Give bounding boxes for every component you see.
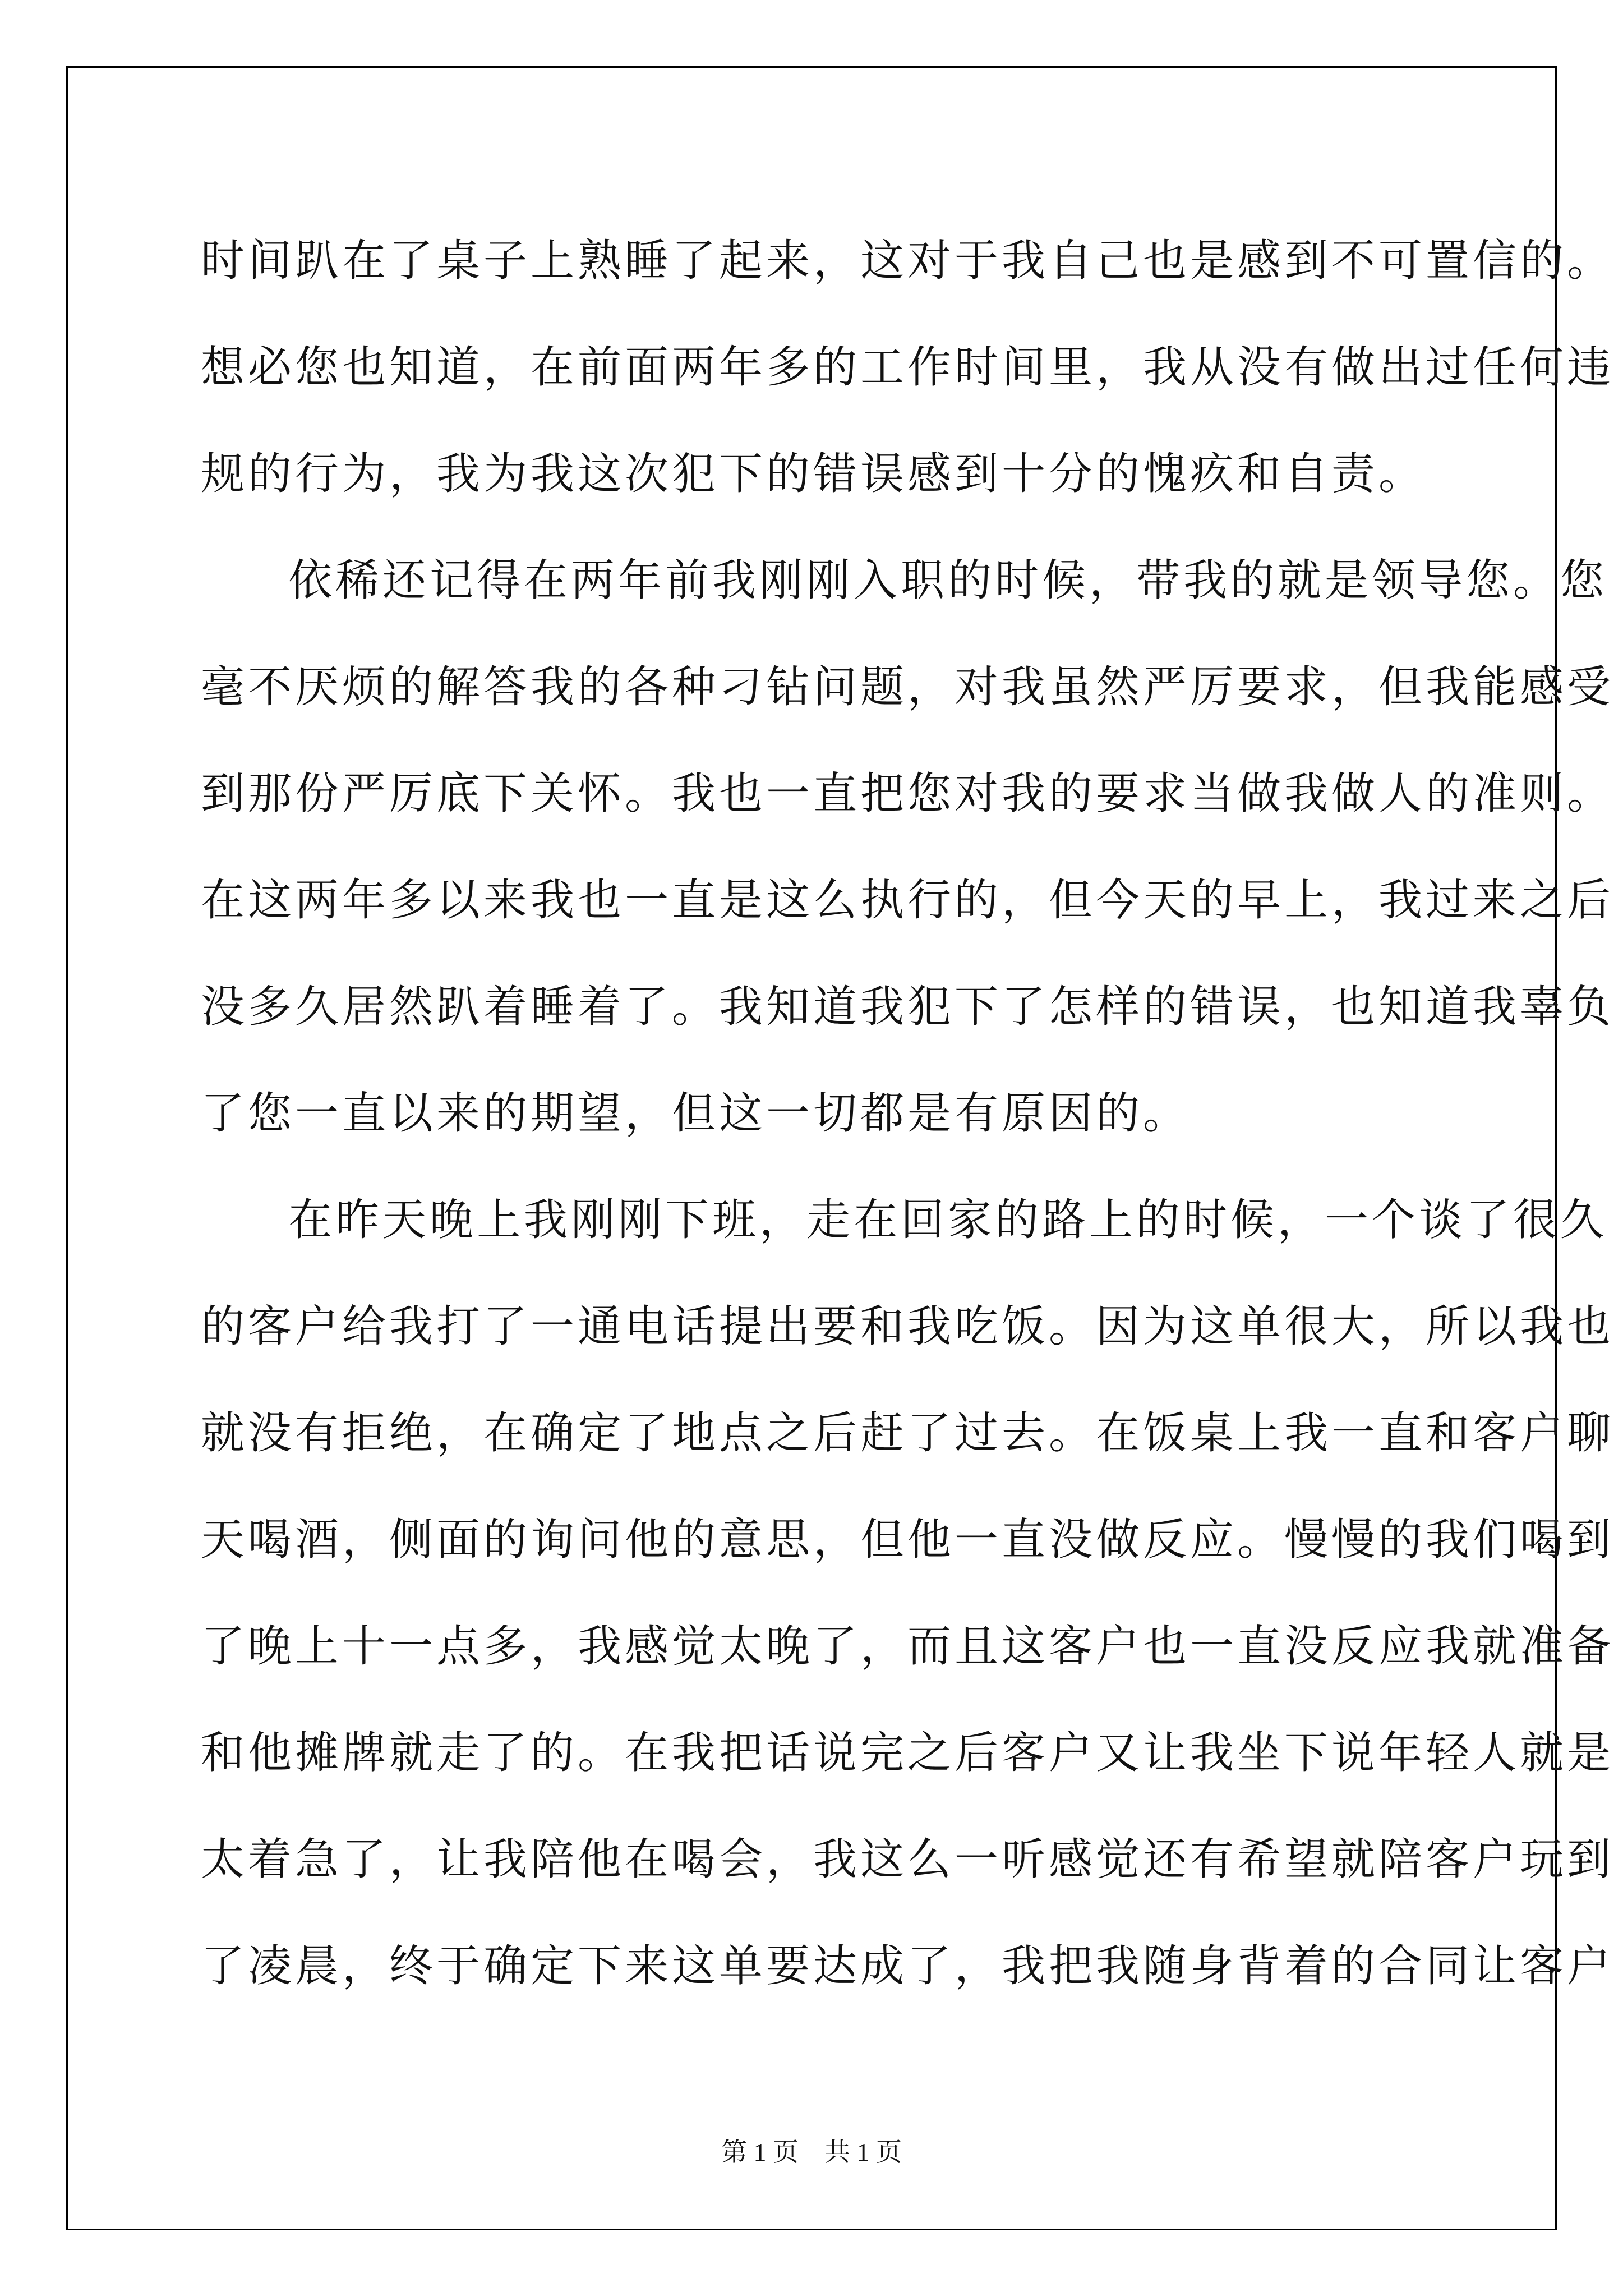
text-line: 天喝酒，侧面的询问他的意思，但他一直没做反应。慢慢的我们喝到 xyxy=(201,1515,1615,1565)
paragraph-first-line: 在昨天晚上我刚刚下班，走在回家的路上的时候，一个谈了很久 xyxy=(288,1195,1608,1245)
text-line: 和他摊牌就走了的。在我把话说完之后客户又让我坐下说年轻人就是 xyxy=(201,1728,1615,1778)
text-line: 了晚上十一点多，我感觉太晚了，而且这客户也一直没反应我就准备 xyxy=(201,1621,1615,1672)
text-line: 没多久居然趴着睡着了。我知道我犯下了怎样的错误，也知道我辜负 xyxy=(201,982,1615,1032)
text-line: 规的行为，我为我这次犯下的错误感到十分的愧疚和自责。 xyxy=(201,449,1426,499)
page-number-footer: 第 1 页 共 1 页 xyxy=(721,2138,902,2166)
text-line: 到那份严厉底下关怀。我也一直把您对我的要求当做我做人的准则。 xyxy=(201,769,1615,819)
paragraph-first-line: 依稀还记得在两年前我刚刚入职的时候，带我的就是领导您。您 xyxy=(288,555,1608,606)
text-line: 时间趴在了桌子上熟睡了起来，这对于我自己也是感到不可置信的。 xyxy=(201,236,1615,286)
text-line: 太着急了，让我陪他在喝会，我这么一听感觉还有希望就陪客户玩到 xyxy=(201,1834,1615,1885)
text-line: 毫不厌烦的解答我的各种刁钻问题，对我虽然严厉要求，但我能感受 xyxy=(201,662,1615,712)
text-line: 的客户给我打了一通电话提出要和我吃饭。因为这单很大，所以我也 xyxy=(201,1301,1615,1352)
text-line: 在这两年多以来我也一直是这么执行的，但今天的早上，我过来之后 xyxy=(201,875,1615,926)
document-body xyxy=(201,208,1615,2019)
text-line: 就没有拒绝，在确定了地点之后赶了过去。在饭桌上我一直和客户聊 xyxy=(201,1408,1615,1458)
text-line: 想必您也知道，在前面两年多的工作时间里，我从没有做出过任何违 xyxy=(201,342,1615,393)
text-line: 了凌晨，终于确定下来这单要达成了，我把我随身背着的合同让客户 xyxy=(201,1941,1615,1991)
text-line: 了您一直以来的期望，但这一切都是有原因的。 xyxy=(201,1088,1191,1139)
